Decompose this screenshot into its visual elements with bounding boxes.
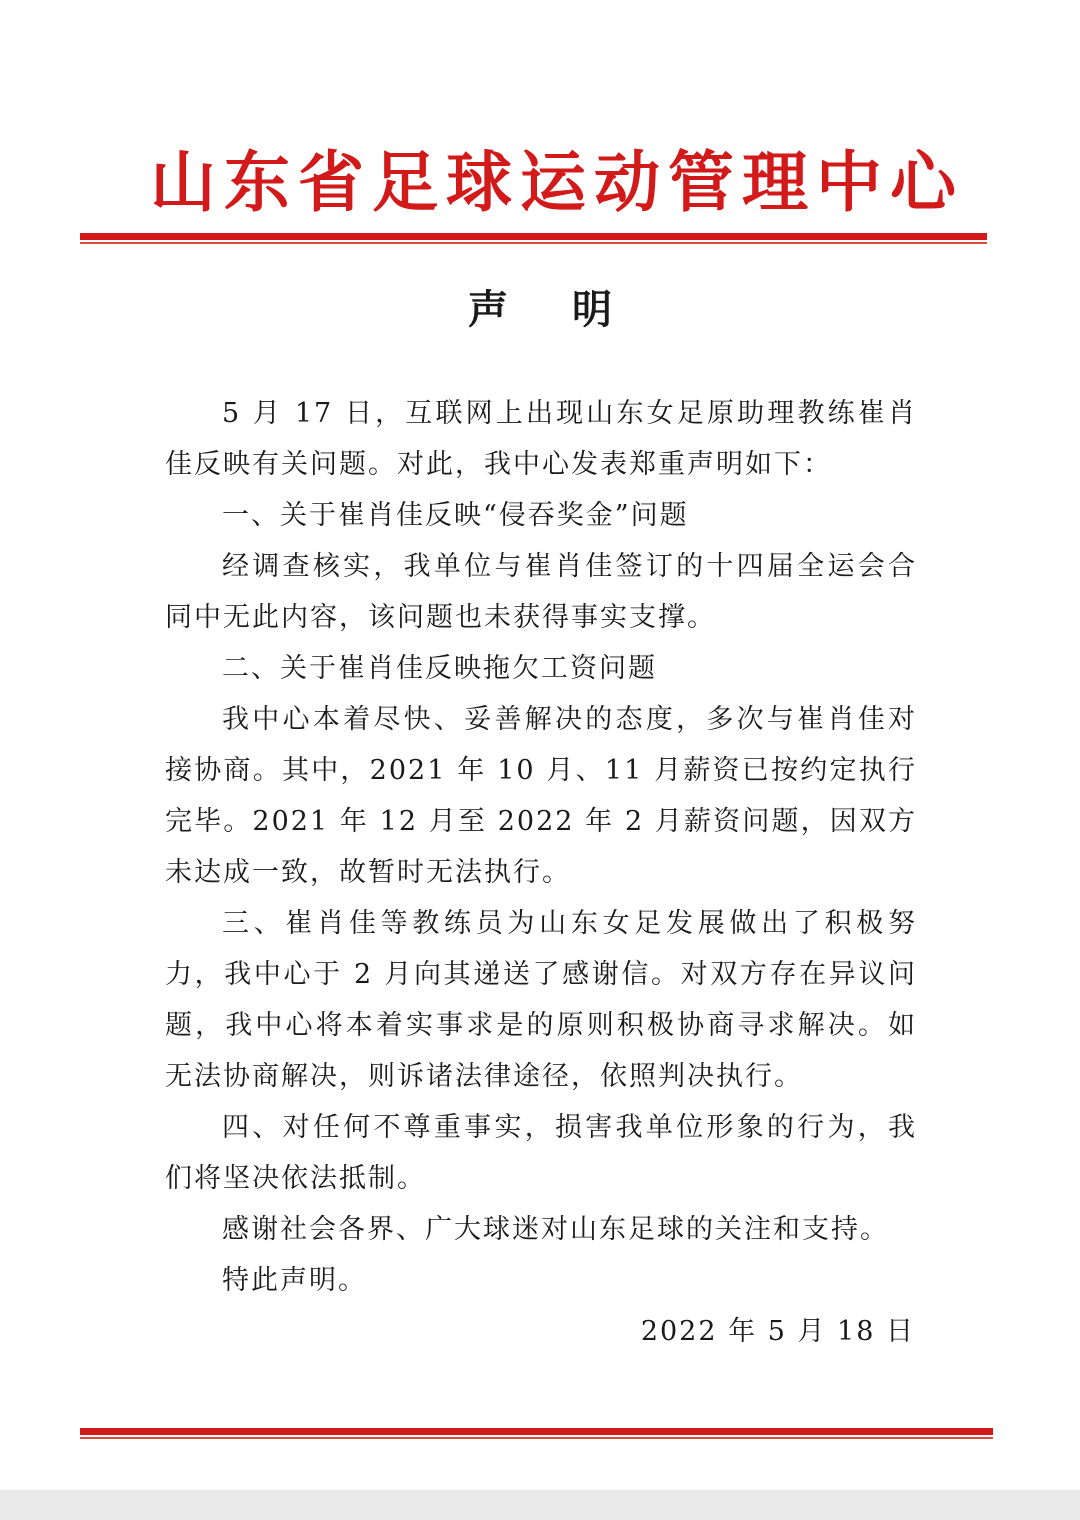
letterhead-rule-top-thin (80, 242, 987, 244)
document-date: 2022 年 5 月 18 日 (640, 1316, 915, 1347)
paragraph-intro: 5 月 17 日，互联网上出现山东女足原助理教练崔肖佳反映有关问题。对此，我中心发表郑重声明如下： (165, 398, 917, 480)
paragraph-3: 三、崔肖佳等教练员为山东女足发展做出了积极努力，我中心于 2 月向其递送了感谢信。对双方存在异议问题，我中心将本着实事求是的原则积极协商寻求解决。如无法协商解决，则诉诸法律途径，依照判决执行。 (165, 908, 917, 1092)
letterhead-rule-top (80, 233, 987, 240)
paragraph-heading-2: 二、关于崔肖佳反映拖欠工资问题 (222, 653, 657, 684)
letterhead-organization: 山东省足球运动管理中心 (150, 144, 964, 221)
paragraph-thanks: 感谢社会各界、广大球迷对山东足球的关注和支持。 (222, 1214, 889, 1245)
footer-rule-bottom (80, 1428, 993, 1435)
footer-rule-bottom-thin (80, 1437, 993, 1439)
paragraph-heading-1: 一、关于崔肖佳反映“侵吞奖金”问题 (222, 500, 689, 531)
paragraph-4: 四、对任何不尊重事实，损害我单位形象的行为，我们将坚决依法抵制。 (165, 1112, 917, 1194)
page-bottom-shade (0, 1490, 1080, 1520)
paragraph-2: 我中心本着尽快、妥善解决的态度，多次与崔肖佳对接协商。其中，2021 年 10 月、11 月薪资已按约定执行完毕。2021 年 12 月至 2022 年 2 月薪资问题，因双方未达成一致，故暂时无法执行。 (165, 704, 917, 888)
document-body (165, 388, 917, 1306)
paragraph-1: 经调查核实，我单位与崔肖佳签订的十四届全运会合同中无此内容，该问题也未获得事实支撑。 (165, 551, 917, 633)
paragraph-closing: 特此声明。 (222, 1265, 367, 1296)
document-title: 声明 (468, 286, 676, 333)
